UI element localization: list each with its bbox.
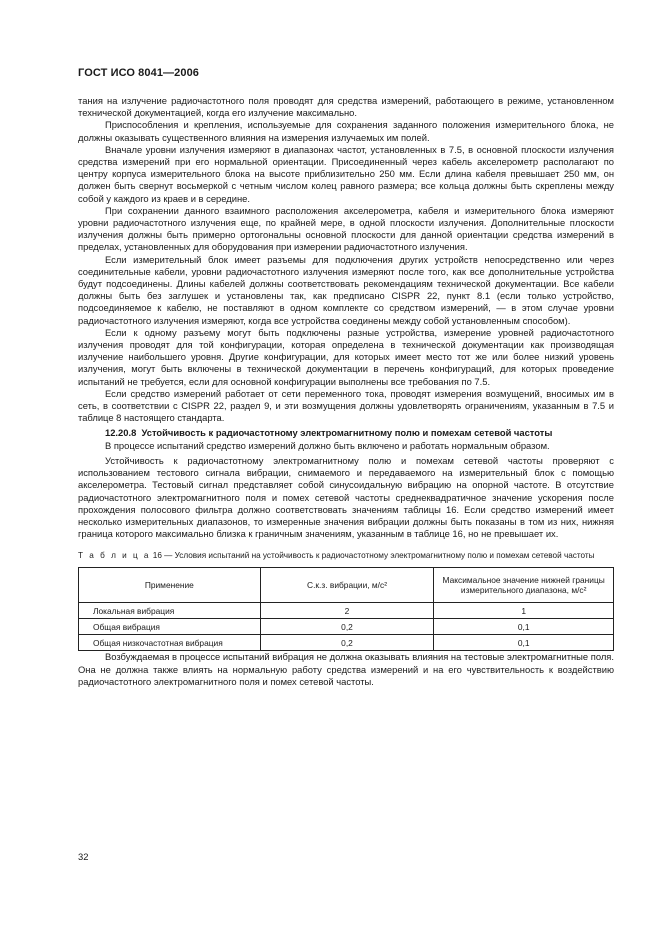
table-header-cell: Максимальное значение нижней границы измерительного диапазона, м/с² — [434, 568, 614, 603]
table-caption-label: Т а б л и ц а — [78, 551, 151, 561]
section-title: Устойчивость к радиочастотному электромагнитному полю и помехам сетевой частоты — [141, 427, 553, 439]
table-row — [79, 635, 614, 651]
table-cell: 0,2 — [260, 635, 434, 651]
table-cell: Общая вибрация — [79, 619, 261, 635]
paragraph: При сохранении данного взаимного расположения акселерометра, кабеля и измерительного блока измеряют уровни радиочастотного излучения еще, по крайней мере, в одной плоскости излучения. Дополнительные плоскости излучения должны быть примерно ортогональны основной плоскости для данной ориентации средства измерений в пределах, установленных для оборудования при измерении радиочастотного излучения. — [78, 204, 614, 253]
table-row — [79, 603, 614, 619]
table-row — [79, 619, 614, 635]
page-number: 32 — [78, 851, 89, 862]
paragraph: Если средство измерений работает от сети переменного тока, проводят измерения возмущений, вносимых им в сеть, в соответствии с CISPR 22, раздел 9, и эти возмущения должны удовлетворять ограничениям, указанным в 7.5 и таблице 8 настоящего стандарта. — [78, 387, 614, 424]
paragraph: Если измерительный блок имеет разъемы для подключения других устройств непосредственно или через соединительные кабели, уровни радиочастотного излучения измеряют после того, как все дополнительные устройства будут подсоединены. Длины кабелей должны соответствовать рекомендациям технической документации. Все кабели должны быть без заглушек и установлены так, как предписано CISPR 22, пункт 8.1 (если только устройство, подсоединяемое к кабелю, не поставляют в одном комплекте со средством измерений, — в этом случае уровни радиочастотного излучения измеряют, когда все устройства соединены между собой установленным способом). — [78, 253, 614, 326]
paragraph: Если к одному разъему могут быть подключены разные устройства, измерение уровней радиочастотного излучения проводят для той конфигурации, которая определена в технической документации как производящая излучение наибольшего уровня. Другие конфигурации, для которых имеет место тот же или более низкий уровень излучения, могут быть включены в технической документации в перечень конфигураций, для которых проведение испытаний не требуется, если для основной конфигурации выполнены все требования по 7.5. — [78, 326, 614, 387]
document-body — [78, 95, 614, 688]
table-caption — [78, 550, 614, 561]
table-cell: 1 — [434, 603, 614, 619]
document-header: ГОСТ ИСО 8041—2006 — [78, 67, 200, 79]
table-header-row — [79, 568, 614, 603]
test-conditions-table — [78, 567, 614, 651]
paragraph: В процессе испытаний средство измерений должно быть включено и работать нормальным образом. — [105, 439, 550, 451]
table-cell: 0,2 — [260, 619, 434, 635]
table-cell: Общая низкочастотная вибрация — [79, 635, 261, 651]
section-heading — [78, 427, 614, 439]
paragraph: Устойчивость к радиочастотному электромагнитному полю и помехам сетевой частоты проверяют с использованием тестового сигнала вибрации, снимаемого и передаваемого на измерительный блок с помощью акселерометра. Тестовый сигнал представляет собой синусоидальную вибрацию на опорной частоте. В отсутствие радиочастотного электромагнитного поля и помех сетевой частоты среднеквадратичное значение ускорения после прохождения полосового фильтра должно соответствовать значениям таблицы 16. Если средство измерений имеет несколько измерительных диапазонов, то измеренные значения вибрации должны быть показаны в том из них, нижняя граница которого максимально близка к граничным значениям, указанным в таблице 16, но не превышает их. — [78, 454, 614, 540]
paragraph: Вначале уровни излучения измеряют в диапазонах частот, установленных в 7.5, в основной плоскости излучения средства измерений при его нормальной ориентации. Присоединенный через кабель акселерометр располагают по центру корпуса измерительного блока на высоте приблизительно 250 мм. Если длина кабеля превышает 250 мм, он должен быть свернут восьмеркой с четным числом колец равного размера; все кольца должны быть скреплены между собой у каждого из краев и в середине. — [78, 143, 614, 204]
paragraph: Возбуждаемая в процессе испытаний вибрация не должна оказывать влияния на тестовые электромагнитные поля. Она не должна также влиять на нормальную работу средства измерений и на его чувствительность к воздействию радиочастотного электромагнитного поля и помех сетевой частоты. — [78, 651, 614, 687]
paragraph: Приспособления и крепления, используемые для сохранения заданного положения измерительного блока, не должны оказывать существенного влияния на измерения излучаемых им полей. — [78, 119, 614, 143]
table-header-cell: Применение — [79, 568, 261, 603]
table-cell: 0,1 — [434, 635, 614, 651]
table-cell: Локальная вибрация — [79, 603, 261, 619]
table-caption-text: 16 — Условия испытаний на устойчивость к радиочастотному электромагнитному полю и помехам сетевой частоты — [152, 551, 595, 561]
table-cell: 0,1 — [434, 619, 614, 635]
table-header-cell: С.к.з. вибрации, м/с² — [260, 568, 434, 603]
section-number: 12.20.8 — [105, 427, 137, 439]
table-cell: 2 — [260, 603, 434, 619]
paragraph: тания на излучение радиочастотного поля проводят для средства измерений, работающего в режиме, установленном технической документацией, когда его излучение максимально. — [78, 95, 614, 119]
